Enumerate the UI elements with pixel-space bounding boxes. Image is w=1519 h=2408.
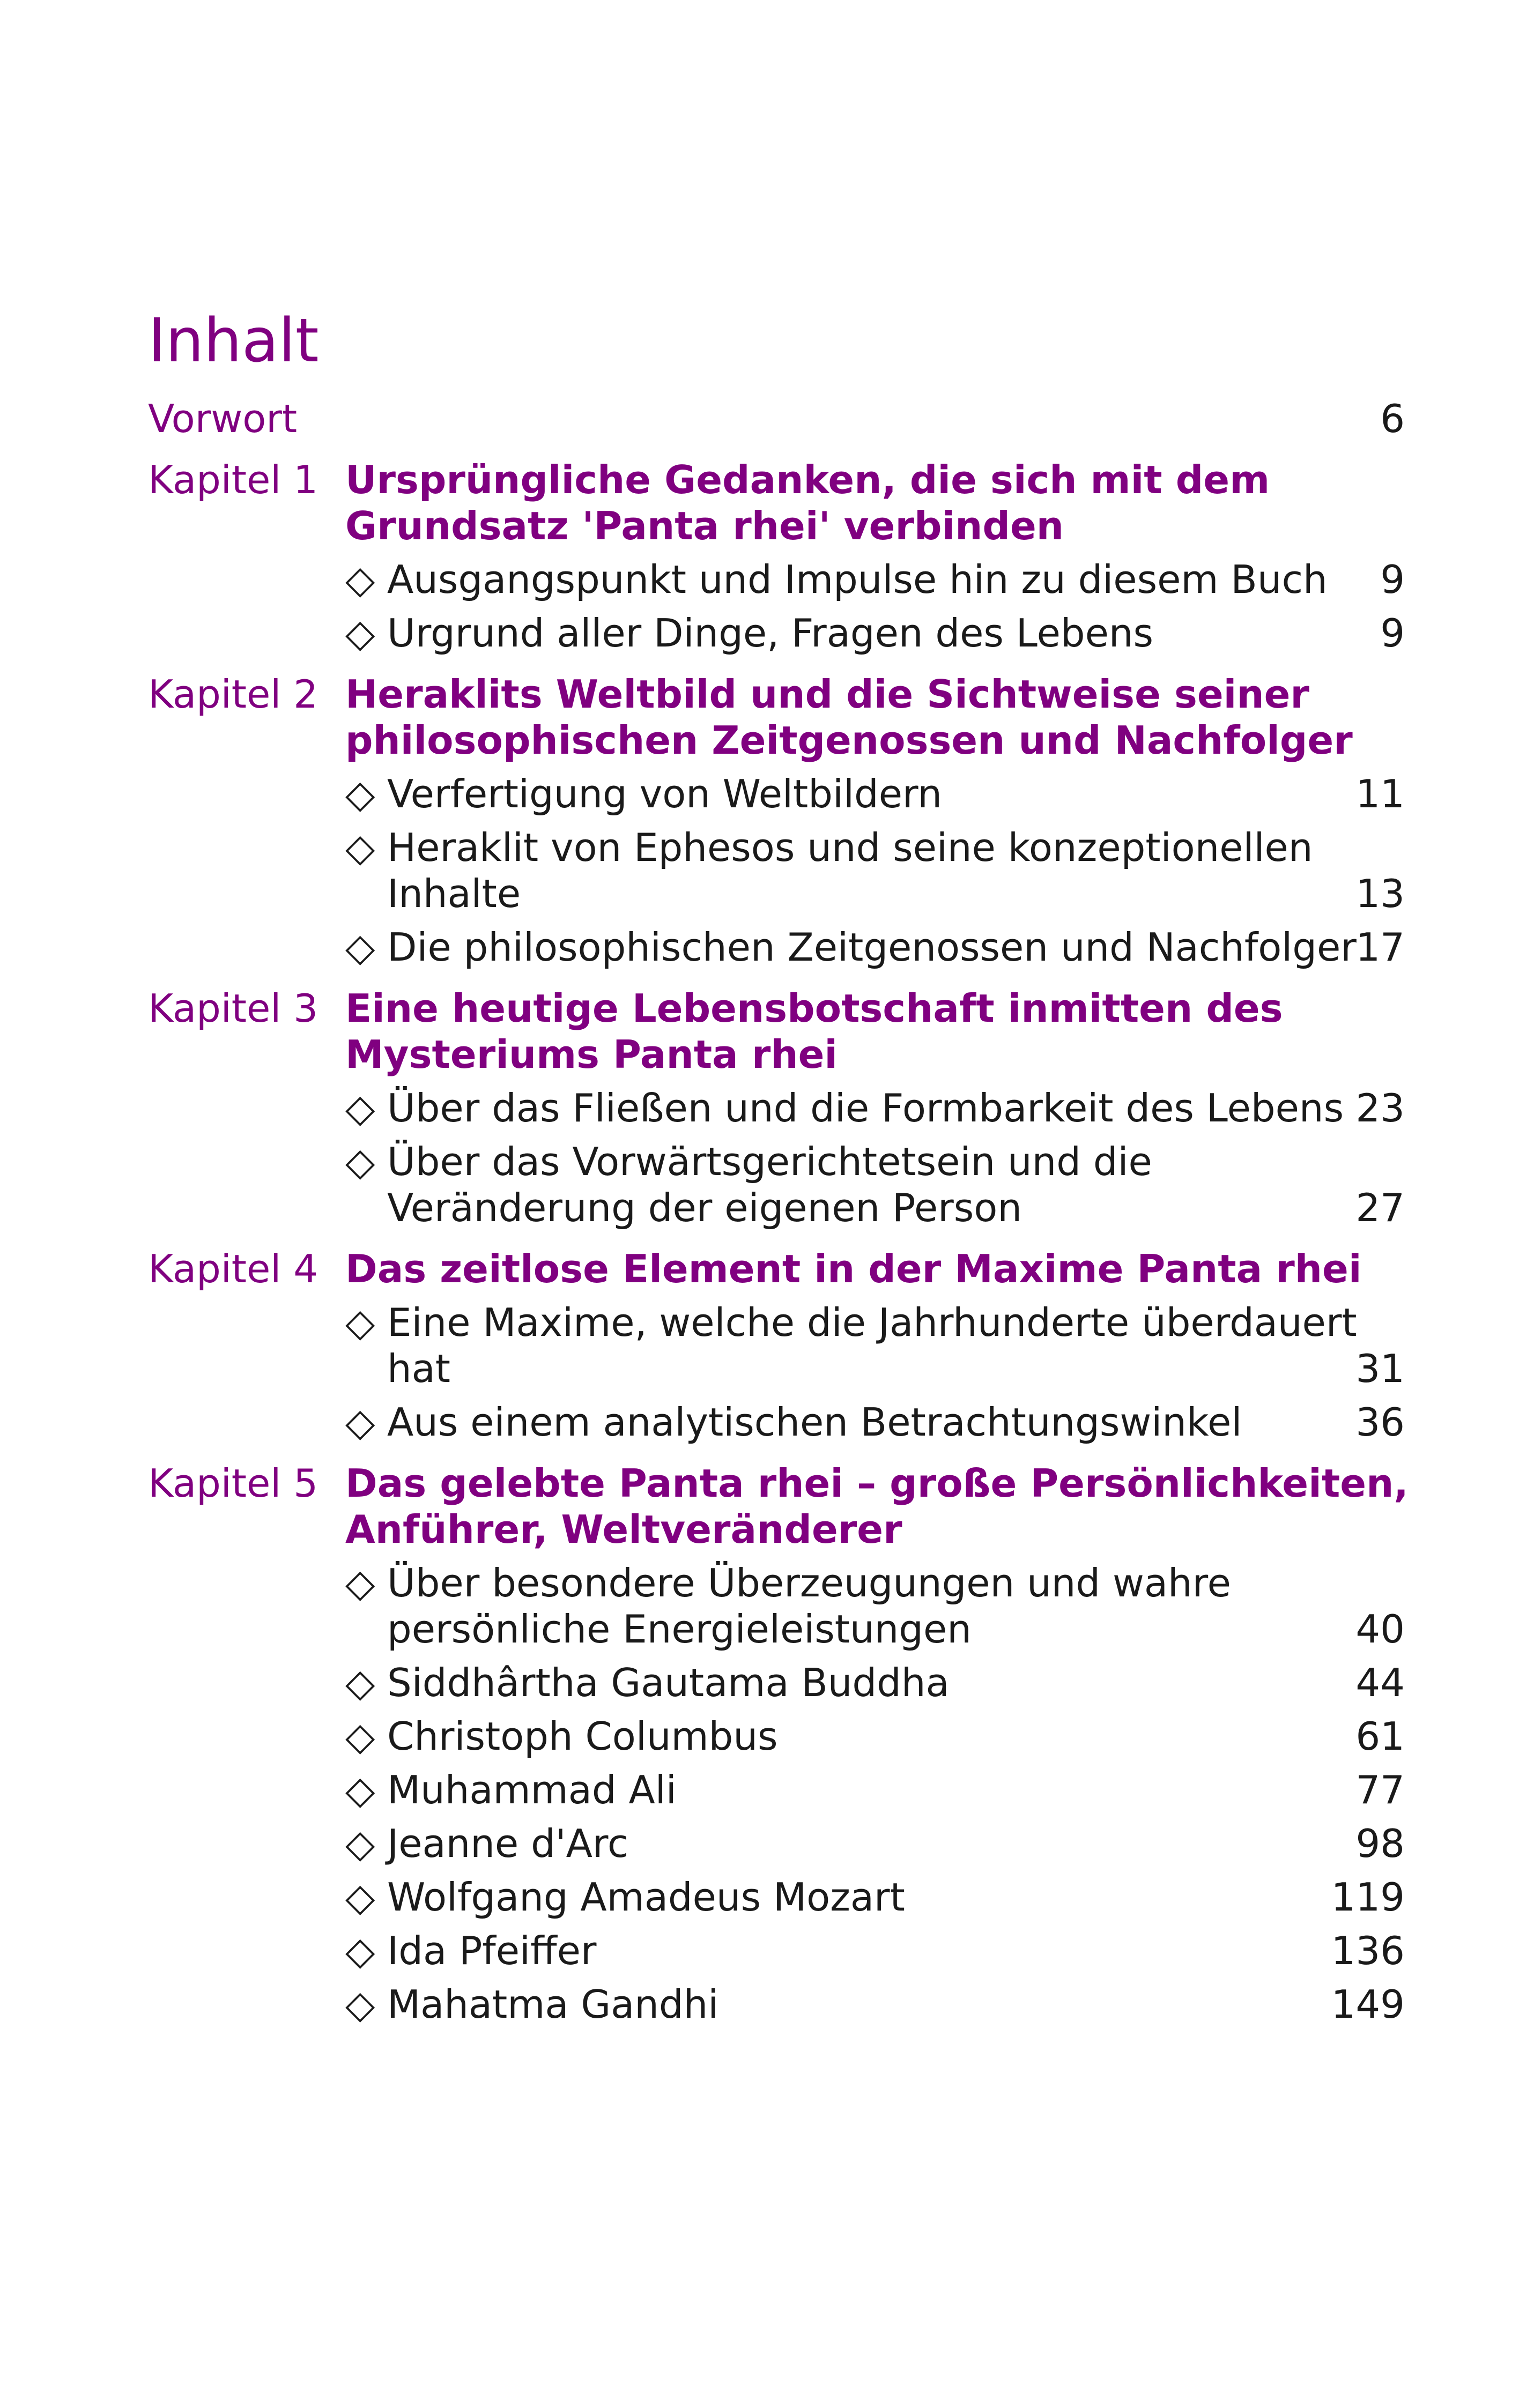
diamond-bullet-icon: ◇ — [345, 611, 375, 656]
toc-entry-text: Über besondere Überzeugungen und wahre persönliche Energieleistungen — [387, 1560, 1231, 1652]
diamond-bullet-icon: ◇ — [345, 1560, 375, 1606]
toc-entry-page: 44 — [1355, 1660, 1405, 1705]
toc-entry-text: Über das Fließen und die Formbarkeit des Lebens — [387, 1086, 1344, 1131]
toc-entry-text: Urgrund aller Dinge, Fragen des Lebens — [387, 611, 1154, 656]
diamond-bullet-icon: ◇ — [345, 925, 375, 970]
toc-entry — [345, 610, 1405, 656]
toc-entry-page: 61 — [1355, 1714, 1405, 1759]
chapter-body — [345, 457, 1405, 656]
chapter-label: Kapitel 3 — [148, 986, 318, 1031]
toc-entry — [345, 924, 1405, 970]
toc-entry-text: Wolfgang Amadeus Mozart — [387, 1875, 905, 1920]
diamond-bullet-icon: ◇ — [345, 557, 375, 602]
toc-entry — [345, 1820, 1405, 1867]
chapter-5 — [148, 1460, 1409, 2027]
vorwort-page: 6 — [1380, 396, 1405, 441]
chapter-3 — [148, 985, 1405, 1231]
toc-entry-text: Ausgangspunkt und Impulse hin zu diesem Buch — [387, 557, 1328, 602]
diamond-bullet-icon: ◇ — [345, 1139, 375, 1184]
toc-entry-page: 119 — [1331, 1875, 1405, 1920]
toc-entry — [345, 824, 1405, 917]
diamond-bullet-icon: ◇ — [345, 1928, 375, 1973]
toc-entry — [345, 1928, 1405, 1974]
toc-entry-vorwort — [148, 396, 1405, 442]
toc-entry — [345, 1085, 1405, 1131]
toc-entry-page: 23 — [1355, 1086, 1405, 1131]
toc-entry-page: 13 — [1355, 871, 1405, 916]
toc-entry — [345, 1560, 1405, 1652]
chapter-title: Das zeitlose Element in der Maxime Panta rhei — [345, 1246, 1362, 1291]
diamond-bullet-icon: ◇ — [345, 1821, 375, 1866]
toc-entry-text: Verfertigung von Weltbildern — [387, 771, 942, 816]
chapter-title: Eine heutige Lebensbotschaft inmitten des Mysteriums Panta rhei — [345, 986, 1283, 1077]
toc-entry — [345, 1874, 1405, 1920]
vorwort-label: Vorwort — [148, 396, 298, 441]
chapter-body — [345, 671, 1405, 970]
chapter-list — [148, 457, 1409, 2027]
diamond-bullet-icon: ◇ — [345, 1982, 375, 2027]
toc-entry-page: 9 — [1380, 611, 1405, 656]
chapter-body — [345, 985, 1405, 1231]
toc-entry-text: Muhammad Ali — [387, 1767, 677, 1812]
diamond-bullet-icon: ◇ — [345, 1300, 375, 1345]
toc-entry-page: 36 — [1355, 1400, 1405, 1445]
toc-entry-page: 9 — [1380, 557, 1405, 602]
chapter-label: Kapitel 2 — [148, 672, 318, 717]
toc-entry-page: 17 — [1355, 925, 1405, 970]
toc-entry — [345, 1299, 1405, 1392]
chapter-1 — [148, 457, 1405, 656]
toc-entry — [345, 1399, 1405, 1445]
toc-entry-page: 27 — [1355, 1185, 1405, 1230]
chapter-2 — [148, 671, 1405, 970]
toc-entry-page: 149 — [1331, 1982, 1405, 2027]
diamond-bullet-icon: ◇ — [345, 771, 375, 816]
diamond-bullet-icon: ◇ — [345, 825, 375, 870]
chapter-title: Ursprüngliche Gedanken, die sich mit dem Grundsatz 'Panta rhei' verbinden — [345, 457, 1270, 548]
toc-entry-text: Christoph Columbus — [387, 1714, 778, 1759]
toc-entry-text: Siddhârtha Gautama Buddha — [387, 1660, 950, 1705]
toc-entry — [345, 771, 1405, 817]
toc-entry-page: 98 — [1355, 1821, 1405, 1866]
diamond-bullet-icon: ◇ — [345, 1086, 375, 1131]
toc-entry-text: Heraklit von Ephesos und seine konzeptionellen Inhalte — [387, 825, 1313, 916]
chapter-label: Kapitel 5 — [148, 1461, 318, 1506]
toc-entry-text: Jeanne d'Arc — [387, 1821, 629, 1866]
toc-entry — [345, 1981, 1405, 2027]
toc-entry-page: 31 — [1355, 1346, 1405, 1391]
diamond-bullet-icon: ◇ — [345, 1767, 375, 1812]
toc-entry — [345, 1713, 1405, 1759]
toc-entry — [345, 1139, 1405, 1231]
chapter-label: Kapitel 1 — [148, 457, 318, 502]
toc-entry-text: Eine Maxime, welche die Jahrhunderte überdauert hat — [387, 1300, 1357, 1391]
toc-entry-page: 40 — [1355, 1607, 1405, 1652]
chapter-label: Kapitel 4 — [148, 1246, 318, 1291]
table-of-contents — [148, 306, 1409, 2027]
diamond-bullet-icon: ◇ — [345, 1660, 375, 1705]
toc-entry-page: 11 — [1355, 771, 1405, 816]
toc-entry-text: Mahatma Gandhi — [387, 1982, 719, 2027]
chapter-body — [345, 1246, 1405, 1445]
chapter-title: Das gelebte Panta rhei – große Persönlichkeiten, Anführer, Weltveränderer — [345, 1461, 1409, 1552]
toc-title: Inhalt — [148, 306, 319, 376]
chapter-4 — [148, 1246, 1405, 1445]
toc-entry-text: Über das Vorwärtsgerichtetsein und die Veränderung der eigenen Person — [387, 1139, 1152, 1230]
toc-entry-page: 136 — [1331, 1928, 1405, 1973]
toc-entry-text: Ida Pfeiffer — [387, 1928, 597, 1973]
toc-entry — [345, 556, 1405, 603]
diamond-bullet-icon: ◇ — [345, 1875, 375, 1920]
chapter-body — [345, 1460, 1409, 2027]
diamond-bullet-icon: ◇ — [345, 1400, 375, 1445]
toc-entry-text: Die philosophischen Zeitgenossen und Nachfolger — [387, 925, 1357, 970]
toc-entry-text: Aus einem analytischen Betrachtungswinkel — [387, 1400, 1242, 1445]
diamond-bullet-icon: ◇ — [345, 1714, 375, 1759]
toc-entry — [345, 1660, 1405, 1706]
toc-entry-page: 77 — [1355, 1767, 1405, 1812]
toc-entry — [345, 1767, 1405, 1813]
chapter-title: Heraklits Weltbild und die Sichtweise seiner philosophischen Zeitgenossen und Nachfolger — [345, 672, 1353, 763]
